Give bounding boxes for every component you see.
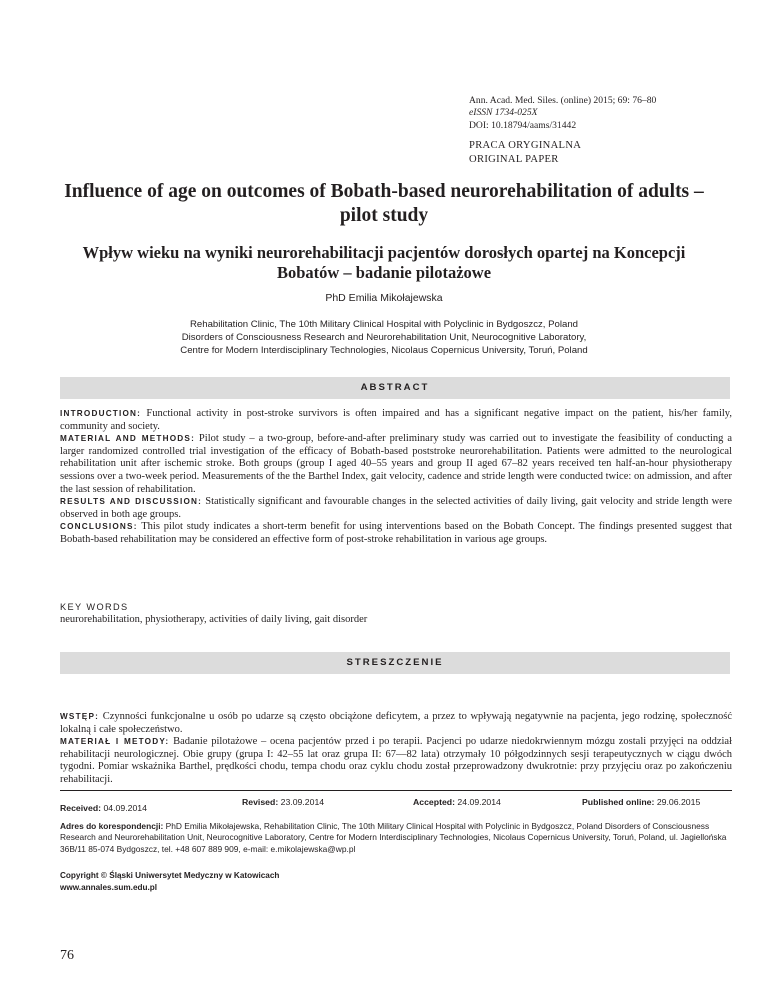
abstract-conclusions [60,521,732,546]
correspondence [60,821,732,855]
streszczenie-heading: STRESZCZENIE [60,652,730,674]
eissn: eISSN 1734-025X [469,107,538,119]
section-label: RESULTS AND DISCUSSION: [60,497,203,507]
accepted-label: Accepted: [413,797,455,807]
section-label: CONCLUSIONS: [60,522,138,532]
received-label: Received: [60,803,102,813]
section-label: MATERIAL AND METHODS: [60,434,195,444]
paper-type-polish: PRACA ORYGINALNA [469,140,582,151]
doi: DOI: 10.18794/aams/31442 [469,119,577,131]
journal-website: www.annales.sum.edu.pl [60,883,158,892]
affiliations [60,318,708,357]
section-label: INTRODUCTION: [60,409,142,418]
keywords-text: neurorehabilitation, physiotherapy, activities of daily living, gait disorder [60,614,368,625]
streszczenie-body [60,711,732,787]
revised-label: Revised: [242,797,279,807]
journal-meta [469,95,729,132]
abstract-heading: ABSTRACT [60,377,730,399]
section-text: Pilot study – a two-group, before-and-after preliminary study was carried out to investigate the feasibility of conducting a larger randomized controlled trial investigation of the efficacy of Bobath-based poststroke neurorehabilitation. Patients were admitted to the neurological rehabilitation unit after ischemic stroke. Both groups (group I aged 40–55 years and group II aged 67–82 years received ten half-an-hour physiotherapy sessions over a two-week period. Measurements of the the Barthel Index, gait velocity, cadence and stride length were conducted twice: on admission, and after the last session of rehabilitation. [60,433,732,495]
accepted-date [413,797,501,807]
revised-date [242,797,324,807]
correspondence-label: Adres do korespondencji: [60,821,164,831]
published-value: 29.06.2015 [654,797,701,807]
affiliation-line: Disorders of Consciousness Research and Neurorehabilitation Unit, Neurocognitive Laboratory, [181,332,587,343]
page-number: 76 [60,948,74,963]
article-subtitle: Wpływ wieku na wyniki neurorehabilitacji pacjentów dorosłych opartej na Koncepcji Bobatów – badanie pilotażowe [82,243,686,282]
copyright-line: Copyright © Śląski Uniwersytet Medyczny w Katowicach [60,871,280,880]
published-date [582,797,700,807]
correspondence-text: PhD Emilia Mikołajewska, Rehabilitation Clinic, The 10th Military Clinical Hospital with Polyclinic in Bydgoszcz, Poland Disorders of Consciousness Research and Neurorehabilitation Unit, Neurocognitive Laboratory, Centre for Modern Interdisciplinary Technologies, Nicolaus Copernicus University, Toruń, Poland, ul. Jagiellońska 36B/11 85-074 Bydgoszcz, tel. +48 607 889 909, e-mail: e.mikolajewska@wp.pl [60,821,727,854]
abstract-results [60,496,732,521]
author: PhD Emilia Mikołajewska [325,292,443,304]
journal-citation: Ann. Acad. Med. Siles. (online) 2015; 69: 76–80 [469,95,657,106]
keywords-label: KEY WORDS [60,602,129,612]
article-title: Influence of age on outcomes of Bobath-based neurorehabilitation of adults – pilot study [64,181,704,226]
section-text: Badanie pilotażowe – ocena pacjentów przed i po terapii. Pacjenci po udarze niedokrwiennym mózgu zostali przyjęci na oddział rehabilitacji neurologicznej. Obie grupy (grupa I: 42–55 lat oraz grupa II: 67––82 lata) otrzymały 10 półgodzinnych sesji terapeutycznych w ciągu dwóch tygodni. Pomiar wskaźnika Barthel, prędkości chodu, tempa chodu oraz cyklu chodu został przeprowadzony dwukrotnie: przy przyjęciu oraz po zakończeniu rehabilitacji. [60,736,732,785]
streszczenie-wstep [60,711,732,736]
affiliation-line: Centre for Modern Interdisciplinary Technologies, Nicolaus Copernicus University, Toruń, Poland [180,345,588,356]
received-value: 04.09.2014 [101,803,147,813]
article-dates [60,797,732,813]
copyright [60,870,480,894]
section-text: Functional activity in post-stroke survivors is often impaired and has a significant negative impact on the patient, his/her family, community and society. [60,408,732,432]
section-label: WSTĘP: [60,712,100,721]
section-label: MATERIAŁ I METODY: [60,737,170,747]
received-date [60,803,147,813]
footer-divider [60,790,732,791]
revised-value: 23.09.2014 [278,797,325,807]
section-text: Czynności funkcjonalne u osób po udarze są często obciążone deficytem, a przez to wpływają negatywnie na pacjenta, jego rodzinę, społeczność lokalną i całe społeczeństwo. [60,711,732,735]
accepted-value: 24.09.2014 [455,797,501,807]
section-text: Statistically significant and favourable changes in the selected activities of daily living, gait velocity and stride length were observed in both age groups. [60,496,732,520]
section-text: This pilot study indicates a short-term benefit for using interventions based on the Bobath Concept. The findings presented suggest that Bobath-based rehabilitation may be considered an effective form of post-stroke rehabilitation in various age groups. [60,521,732,545]
paper-type [469,139,729,167]
affiliation-line: Rehabilitation Clinic, The 10th Military Clinical Hospital with Polyclinic in Bydgoszcz, Poland [189,319,578,330]
abstract-body [60,408,732,547]
abstract-methods [60,433,732,496]
streszczenie-metody [60,736,732,786]
paper-type-english: ORIGINAL PAPER [469,154,559,165]
abstract-introduction [60,408,732,433]
published-label: Published online: [582,797,655,807]
